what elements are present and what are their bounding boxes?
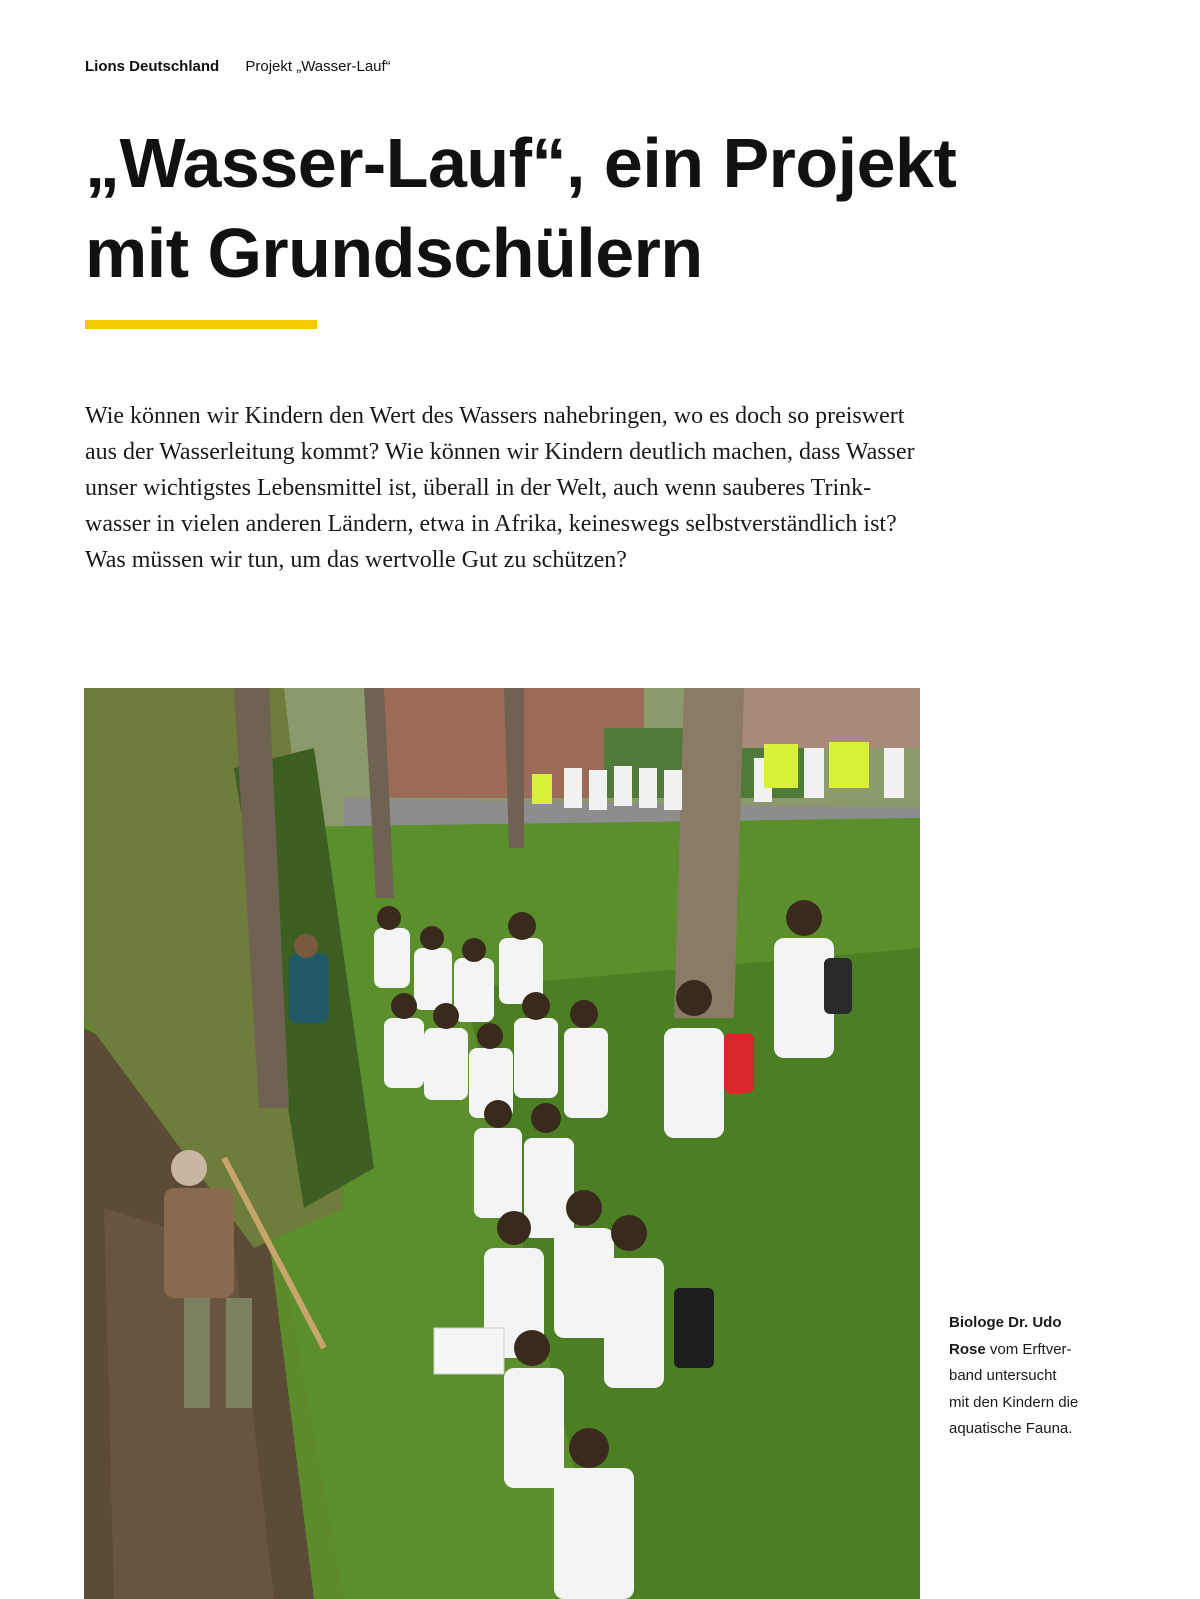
lead-line: wasser in vielen anderen Ländern, etwa in Afrika, keineswegs selbstverständlich ist? <box>85 511 897 537</box>
section-name: Projekt „Wasser-Lauf“ <box>245 58 391 75</box>
title-accent-rule <box>85 320 317 329</box>
lead-line: aus der Wasserleitung kommt? Wie können wir Kindern deutlich machen, dass Wasser <box>85 439 915 465</box>
caption-line: aquatische Fauna. <box>949 1420 1073 1437</box>
lead-line: Wie können wir Kindern den Wert des Wassers nahebringen, wo es doch so preiswert <box>85 403 905 429</box>
article-photo <box>84 688 920 1599</box>
caption-text: vom Erftver- <box>985 1340 1072 1358</box>
caption-line <box>949 1310 1109 1337</box>
caption-line <box>949 1337 1109 1364</box>
article-title <box>85 118 1085 298</box>
title-line: „Wasser-Lauf“, ein Projekt <box>85 124 957 202</box>
lead-line: unser wichtigstes Lebensmittel ist, überall in der Welt, auch wenn sauberes Trink- <box>85 475 872 501</box>
caption-bold-text: Biologe Dr. Udo <box>949 1314 1062 1331</box>
photo-caption <box>949 1310 1109 1443</box>
brand-name: Lions Deutschland <box>85 58 220 75</box>
caption-bold-text: Rose <box>949 1340 986 1358</box>
title-line: mit Grundschülern <box>85 214 703 292</box>
photo-illustration <box>84 688 920 1599</box>
running-header <box>85 58 391 75</box>
caption-line: mit den Kindern die <box>949 1393 1079 1411</box>
caption-line: band untersucht <box>949 1367 1057 1384</box>
lead-paragraph <box>85 398 1045 578</box>
lead-line: Was müssen wir tun, um das wertvolle Gut zu schützen? <box>85 547 627 573</box>
